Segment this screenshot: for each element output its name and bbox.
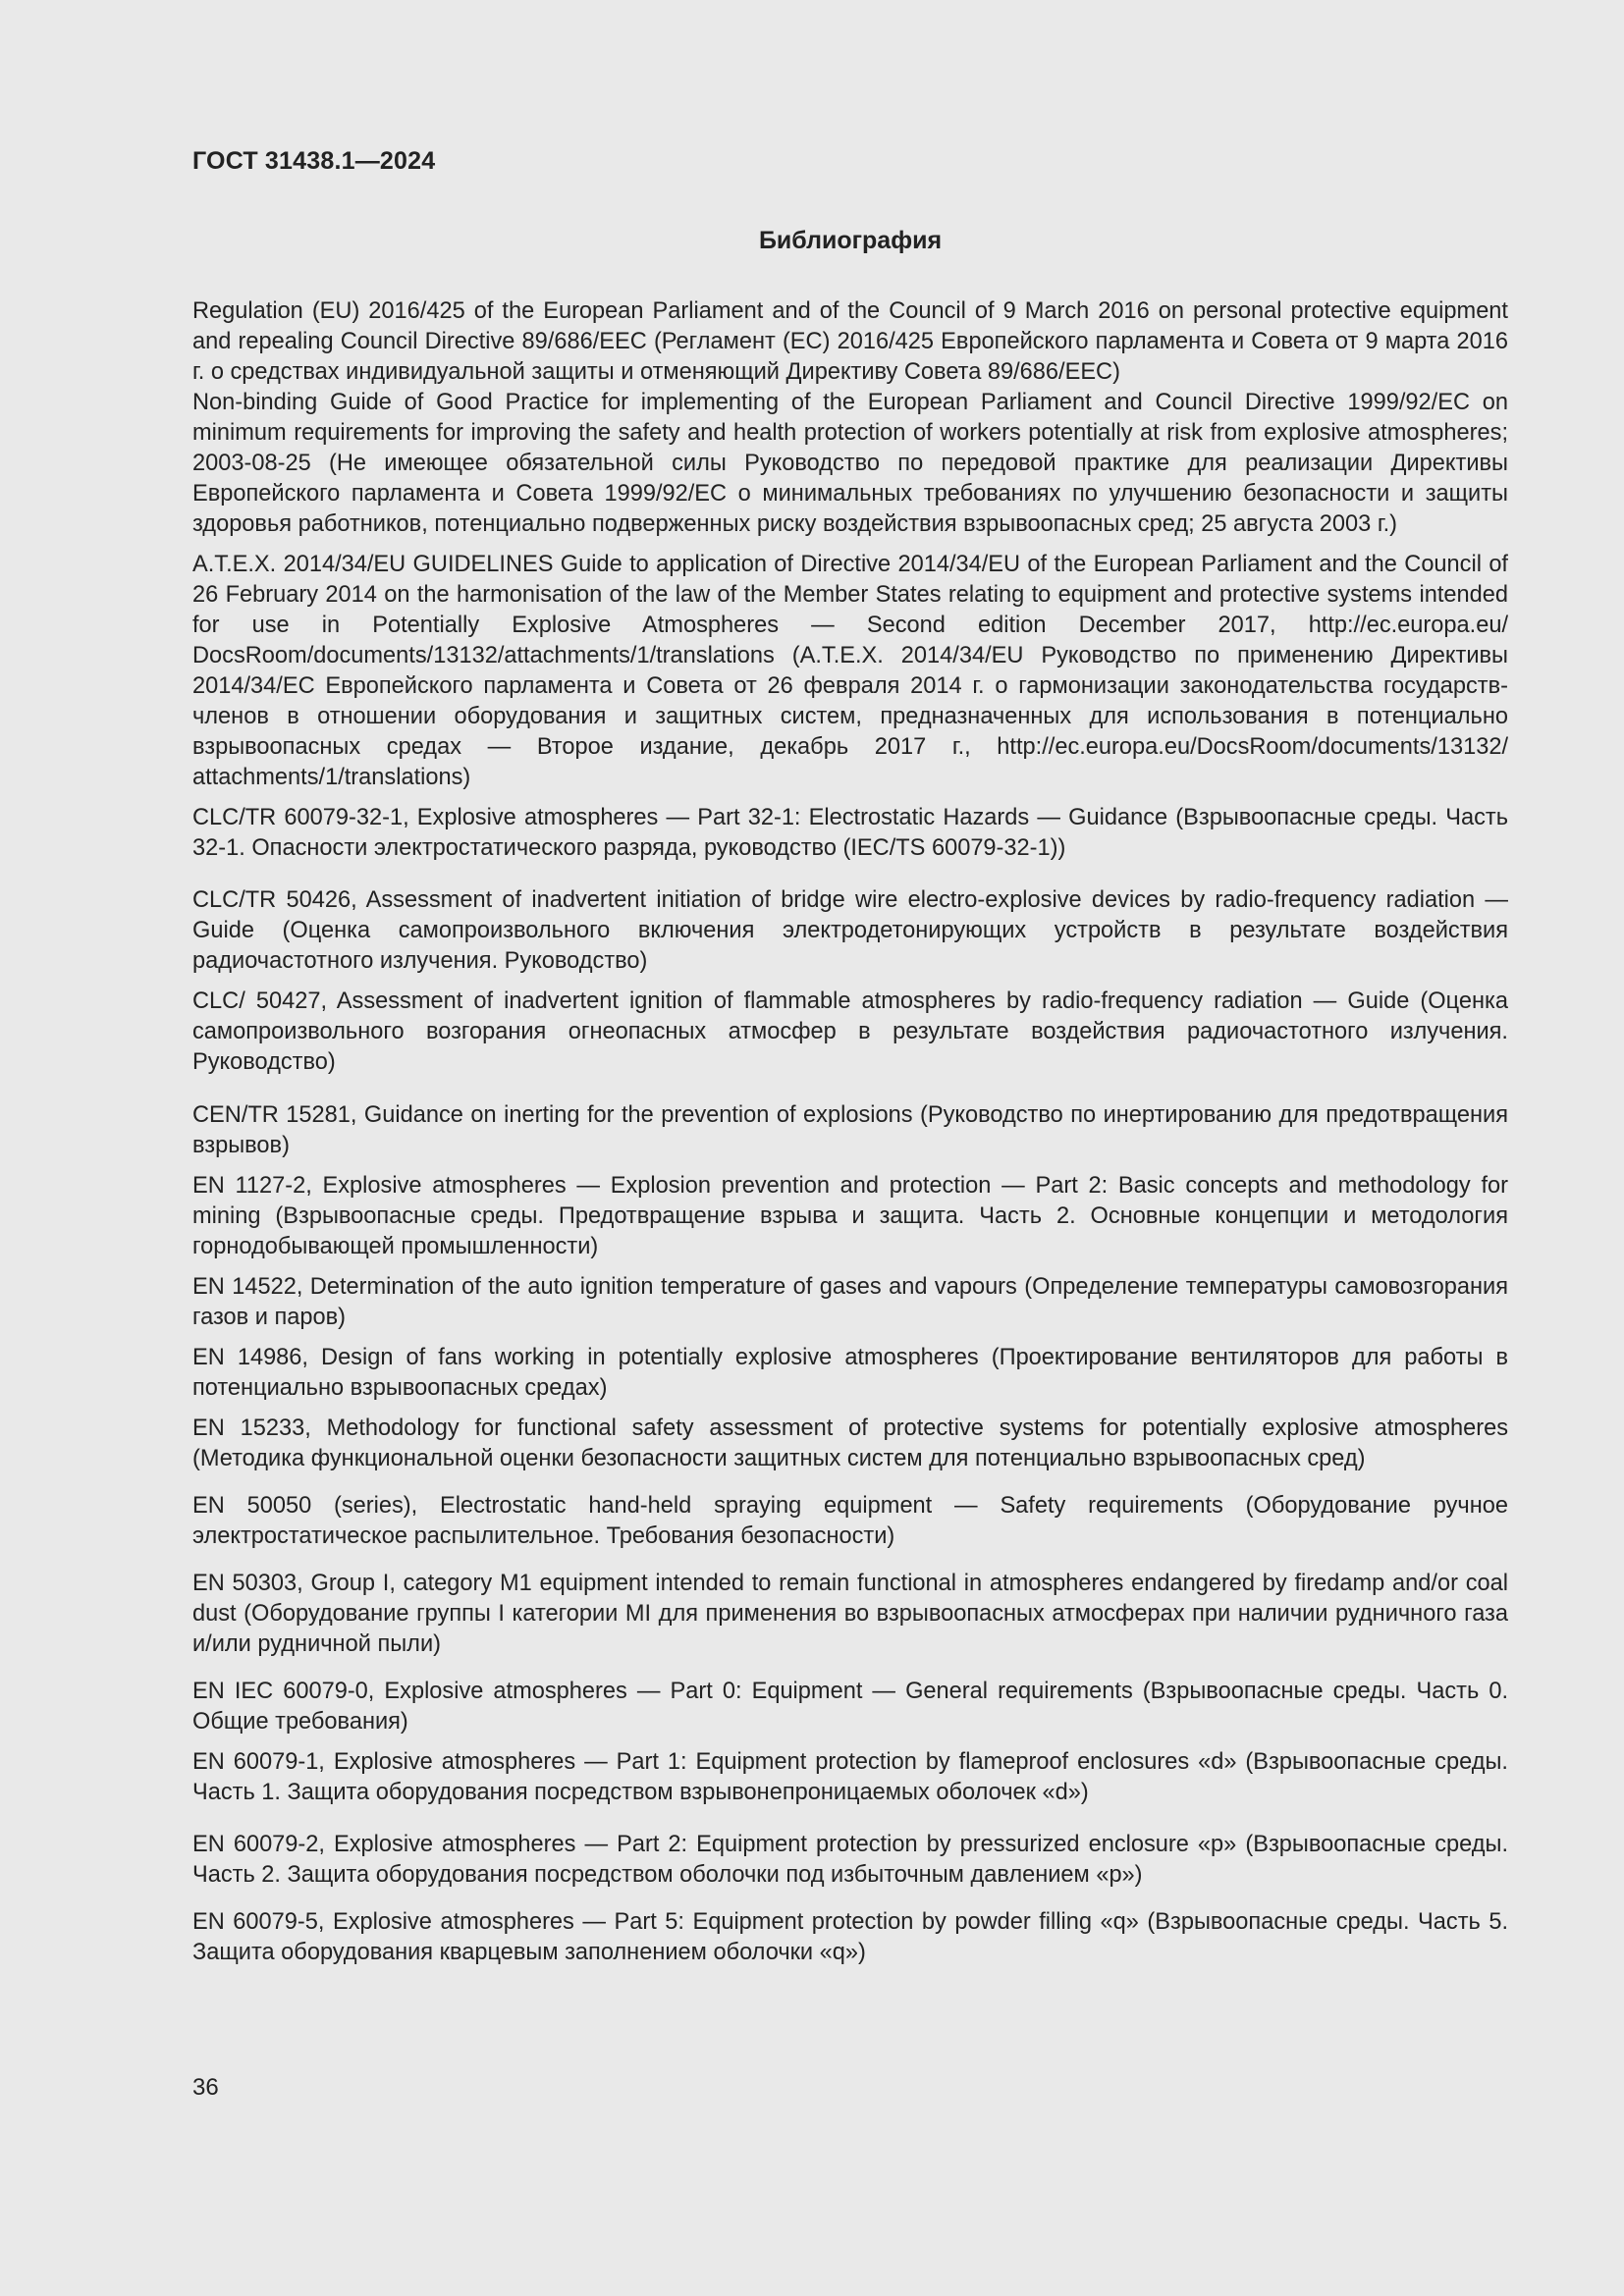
bibliography-entry: EN 60079-5, Explosive atmospheres — Part 5: Equipment protection by powder filling «q» (Взрывоопасные среды. Часть 5. Защита оборудования кварцевым заполнением оболочки «q») [192,1909,1508,1965]
bibliography-entry: EN 14522, Determination of the auto ignition temperature of gases and vapours (Определение температуры самовозгорания газов и паров) [192,1274,1508,1330]
bibliography-entry: EN 1127-2, Explosive atmospheres — Explosion prevention and protection — Part 2: Basic concepts and methodology for mining (Взрывоопасные среды. Предотвращение взрыва и защита. Часть 2. Основные концепции и методология горнодобывающей промышленности) [192,1173,1508,1259]
bibliography-entry: EN 60079-2, Explosive atmospheres — Part 2: Equipment protection by pressurized enclosure «p» (Взрывоопасные среды. Часть 2. Защита оборудования посредством оболочки под избыточным давлением «p») [192,1832,1508,1888]
bibliography-entry: CLC/TR 60079-32-1, Explosive atmospheres — Part 32-1: Electrostatic Hazards — Guidance (Взрывоопасные среды. Часть 32-1. Опасности электростатического разряда, руководство (IEC/TS 60079-32-1)) [192,805,1508,861]
bibliography-entry: Non-binding Guide of Good Practice for implementing of the European Parliament and Council Directive 1999/92/EC on minimum requirements for improving the safety and health protection of workers potentially at risk from explosive atmospheres; 2003-08-25 (Не имеющее обязательной силы Руководство по передовой практике для реализации Директивы Европейского парламента и Совета 1999/92/ЕС о минимальных требованиях по улучшению безопасности и защиты здоровья работников, потенциально подверженных риску воздействия взрывоопасных сред; 25 августа 2003 г.) [192,390,1508,537]
bibliography-entry: EN 14986, Design of fans working in potentially explosive atmospheres (Проектирование вентиляторов для работы в потенциально взрывоопасных средах) [192,1345,1508,1401]
bibliography-entry: EN 60079-1, Explosive atmospheres — Part 1: Equipment protection by flameproof enclosures «d» (Взрывоопасные среды. Часть 1. Защита оборудования посредством взрывонепроницаемых оболочек «d») [192,1749,1508,1805]
bibliography-title: Библиография [758,227,943,254]
bibliography-list [192,296,1508,1968]
bibliography-entry: EN IEC 60079-0, Explosive atmospheres — Part 0: Equipment — General requirements (Взрывоопасные среды. Часть 0. Общие требования) [192,1679,1508,1735]
bibliography-entry: EN 50050 (series), Electrostatic hand-held spraying equipment — Safety requirements (Оборудование ручное электростатическое распылительное. Требования безопасности) [192,1493,1508,1549]
page-number: 36 [192,2074,219,2101]
bibliography-entry: CLC/TR 50426, Assessment of inadvertent initiation of bridge wire electro-explosive devices by radio-frequency radiation — Guide (Оценка самопроизвольного включения электродетонирующих устройств в результате воздействия радиочастотного излучения. Руководство) [192,887,1508,974]
bibliography-entry: EN 50303, Group I, category M1 equipment intended to remain functional in atmospheres endangered by firedamp and/or coal dust (Оборудование группы I категории MI для применения во взрывоопасных атмосферах при наличии рудничного газа и/или рудничной пыли) [192,1571,1508,1657]
bibliography-entry: Regulation (EU) 2016/425 of the European Parliament and of the Council of 9 March 2016 on personal protective equipment and repealing Council Directive 89/686/EEC (Регламент (ЕС) 2016/425 Европейского парламента и Совета от 9 марта 2016 г. о средствах индивидуальной защиты и отменяющий Директиву Совета 89/686/EEC) [192,298,1508,385]
bibliography-entry: CEN/TR 15281, Guidance on inerting for the prevention of explosions (Руководство по инертированию для предотвращения взрывов) [192,1102,1508,1158]
bibliography-entry: A.T.E.X. 2014/34/EU GUIDELINES Guide to application of Directive 2014/34/EU of the European Parliament and the Council of 26 February 2014 on the harmonisation of the law of the Member States relating to equipment and protective systems intended for use in Potentially Explosive Atmospheres — Second edition December 2017, http://ec.europa.eu/ DocsRoom/documents/13132/attachments/1/translations (A.T.E.X. 2014/34/EU Руководство по применению Директивы 2014/34/ЕС Европейского парламента и Совета от 26 февраля 2014 г. о гармонизации законодательства государств-членов в отношении оборудования и защитных систем, предназначенных для использования в потенциально взрывоопасных средах — Второе издание, декабрь 2017 г., http://ec.europa.eu/DocsRoom/documents/13132/ attachments/1/translations) [192,552,1508,790]
standard-header: ГОСТ 31438.1—2024 [192,147,436,175]
bibliography-entry: CLC/ 50427, Assessment of inadvertent ignition of flammable atmospheres by radio-frequency radiation — Guide (Оценка самопроизвольного возгорания огнеопасных атмосфер в результате воздействия радиочастотного излучения. Руководство) [192,988,1508,1075]
bibliography-entry: EN 15233, Methodology for functional safety assessment of protective systems for potentially explosive atmospheres (Методика функциональной оценки безопасности защитных систем для потенциально взрывоопасных сред) [192,1415,1508,1471]
